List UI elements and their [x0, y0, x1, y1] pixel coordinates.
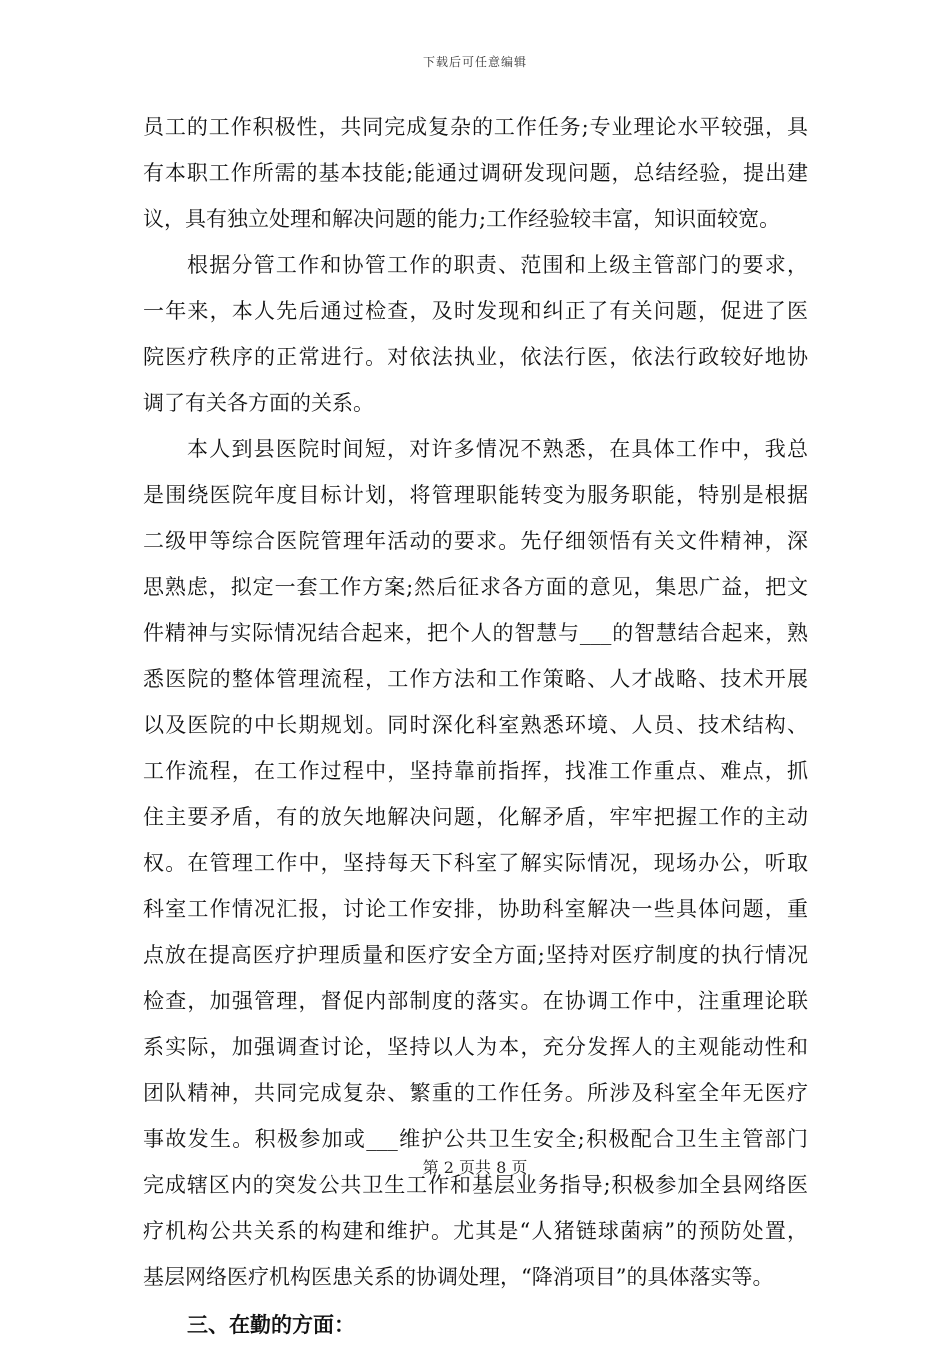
paragraph-line: 院医疗秩序的正常进行。对依法执业，依法行医，依法行政较好地协 — [143, 345, 808, 369]
paragraph-line: 本人到县医院时间短，对许多情况不熟悉，在具体工作中，我总 — [187, 437, 808, 461]
section-heading: 三、在勤的方面： — [187, 1312, 355, 1337]
paragraph-line: 思熟虑，拟定一套工作方案;然后征求各方面的意见，集思广益，把文 — [143, 575, 808, 599]
paragraph-line: 是围绕医院年度目标计划，将管理职能转变为服务职能，特别是根据 — [143, 483, 808, 507]
paragraph-line: 一年来，本人先后通过检查，及时发现和纠正了有关问题，促进了医 — [143, 299, 808, 323]
paragraph-line: 疗机构公共关系的构建和维护。尤其是“人猪链球菌病”的预防处置， — [143, 1219, 808, 1243]
paragraph-line: 议，具有独立处理和解决问题的能力;工作经验较丰富，知识面较宽。 — [143, 207, 781, 231]
paragraph-line: 系实际，加强调查讨论，坚持以人为本，充分发挥人的主观能动性和 — [143, 1035, 808, 1059]
paragraph-line: 事故发生。积极参加或___维护公共卫生安全;积极配合卫生主管部门 — [143, 1127, 808, 1151]
paragraph-line: 基层网络医疗机构医患关系的协调处理，“降消项目”的具体落实等。 — [143, 1265, 774, 1289]
paragraph-line: 检查，加强管理，督促内部制度的落实。在协调工作中，注重理论联 — [143, 989, 808, 1013]
page-header-note: 下载后可任意编辑 — [422, 55, 527, 69]
paragraph-line: 根据分管工作和协管工作的职责、范围和上级主管部门的要求， — [187, 253, 808, 277]
paragraph-line: 团队精神，共同完成复杂、繁重的工作任务。所涉及科室全年无医疗 — [143, 1081, 808, 1105]
paragraph-line: 权。在管理工作中，坚持每天下科室了解实际情况，现场办公，听取 — [143, 851, 808, 875]
paragraph-line: 二级甲等综合医院管理年活动的要求。先仔细领悟有关文件精神，深 — [143, 529, 808, 553]
paragraph-line: 住主要矛盾，有的放矢地解决问题，化解矛盾，牢牢把握工作的主动 — [143, 805, 808, 829]
paragraph-line: 工作流程，在工作过程中，坚持靠前指挥，找准工作重点、难点，抓 — [143, 759, 808, 783]
paragraph-line: 科室工作情况汇报，讨论工作安排，协助科室解决一些具体问题，重 — [143, 897, 808, 921]
paragraph-line: 点放在提高医疗护理质量和医疗安全方面;坚持对医疗制度的执行情况 — [143, 943, 808, 967]
paragraph-line: 件精神与实际情况结合起来，把个人的智慧与___的智慧结合起来，熟 — [143, 621, 808, 645]
paragraph-line: 以及医院的中长期规划。同时深化科室熟悉环境、人员、技术结构、 — [143, 713, 808, 737]
paragraph-line: 完成辖区内的突发公共卫生工作和基层业务指导;积极参加全县网络医 — [143, 1173, 808, 1197]
paragraph-line: 调了有关各方面的关系。 — [143, 391, 374, 415]
paragraph-line: 悉医院的整体管理流程，工作方法和工作策略、人才战略、技术开展 — [143, 667, 808, 691]
paragraph-line: 有本职工作所需的基本技能;能通过调研发现问题，总结经验，提出建 — [143, 161, 808, 185]
page-number: 第 2 页共 8 页 — [422, 1158, 528, 1177]
paragraph-line: 员工的工作积极性，共同完成复杂的工作任务;专业理论水平较强，具 — [143, 115, 808, 139]
